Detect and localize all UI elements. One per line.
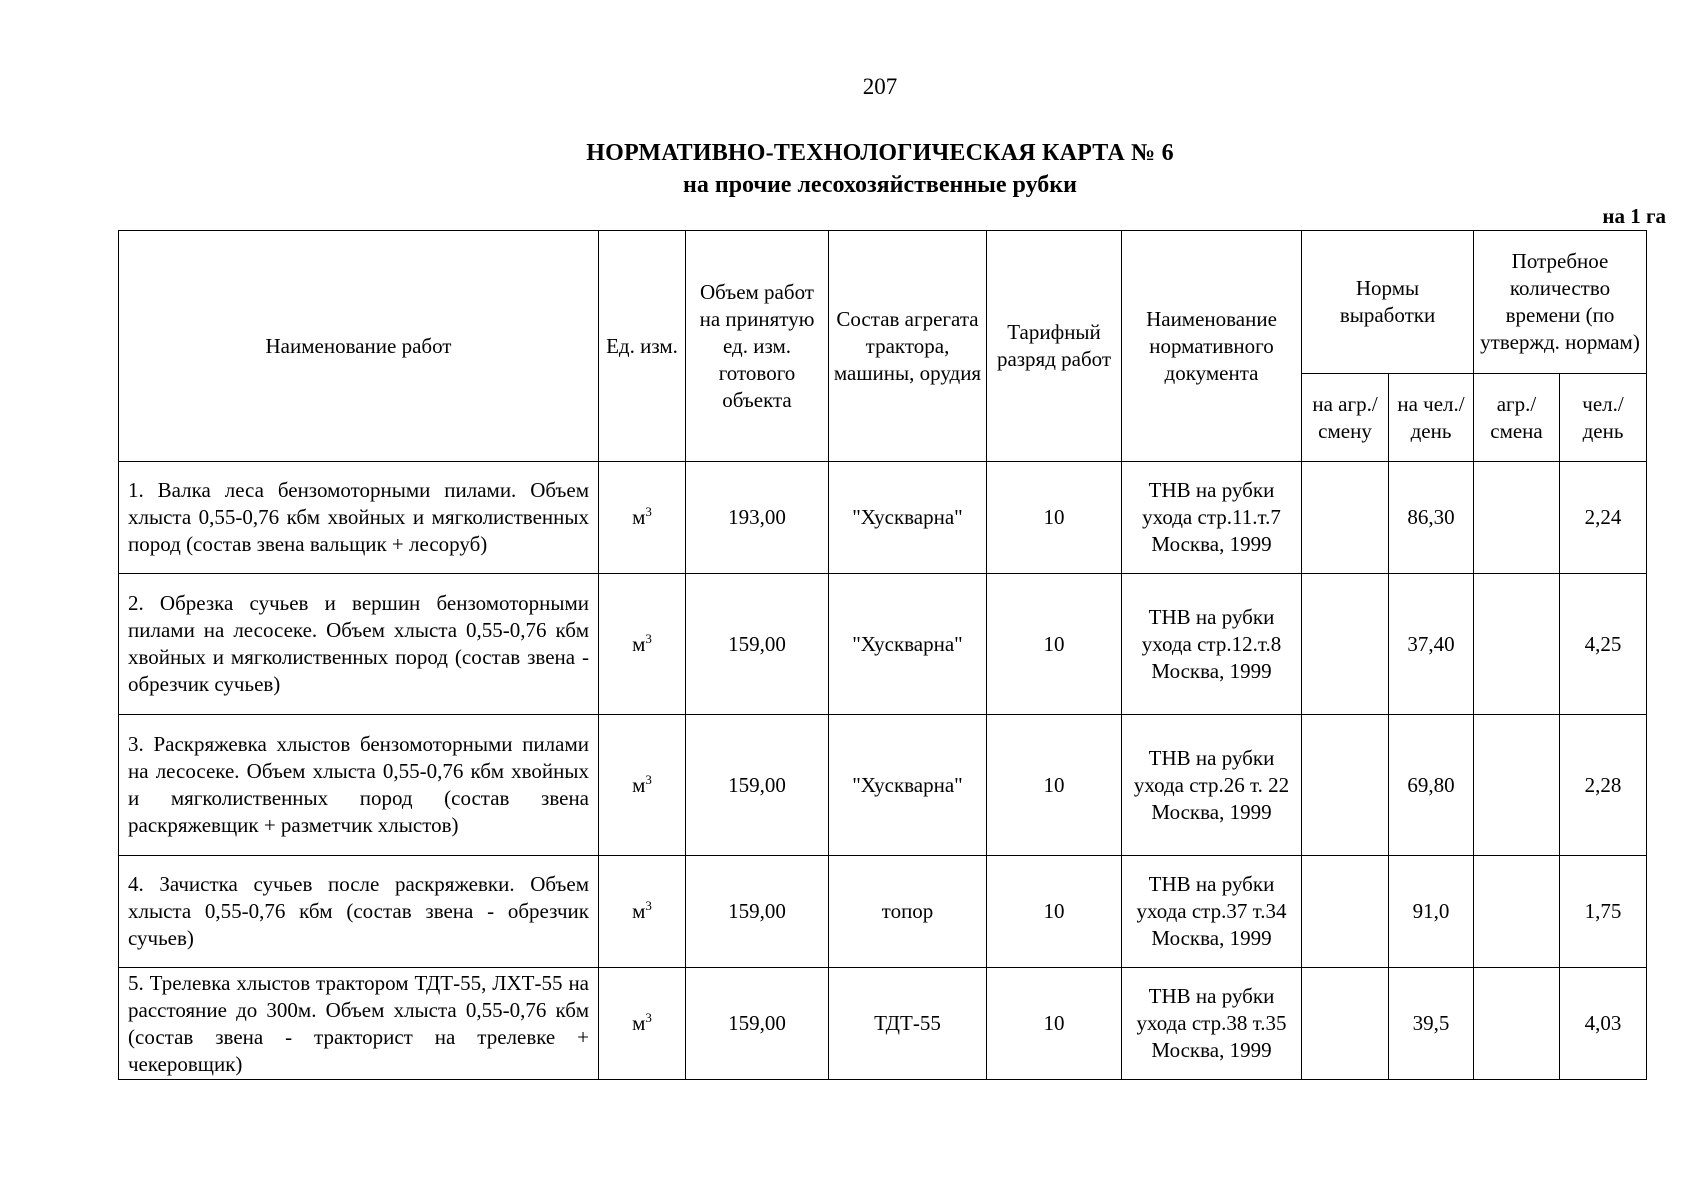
header-volume: Объем работ на принятую ед. изм. готового объекта bbox=[686, 231, 829, 462]
cell-norm-person: 37,40 bbox=[1389, 574, 1474, 715]
cell-norm-person: 86,30 bbox=[1389, 462, 1474, 574]
cell-unit: $м^3$ bbox=[599, 715, 686, 856]
header-composition: Состав агрегата трактора, машины, орудия bbox=[829, 231, 987, 462]
cell-norm-agr bbox=[1302, 574, 1389, 715]
cell-time-agr bbox=[1474, 574, 1560, 715]
header-time-agr: агр./ смена bbox=[1474, 374, 1560, 462]
cell-grade: 10 bbox=[987, 462, 1122, 574]
header-norm-person: на чел./ день bbox=[1389, 374, 1474, 462]
cell-unit: $м^3$ bbox=[599, 856, 686, 968]
page-number: 207 bbox=[862, 74, 898, 99]
table-row bbox=[119, 462, 1647, 574]
header-unit: Ед. изм. bbox=[599, 231, 686, 462]
cell-time-person: 2,24 bbox=[1560, 462, 1647, 574]
cell-norm-person: 69,80 bbox=[1389, 715, 1474, 856]
cell-work-name: 1. Валка леса бензомоторными пилами. Объем хлыста 0,55-0,76 кбм хвойных и мягколиственных пород (состав звена вальщик + лесоруб) bbox=[119, 462, 599, 574]
cell-work-name: 2. Обрезка сучьев и вершин бензомоторными пилами на лесосеке. Объем хлыста 0,55-0,76 кбм хвойных и мягколиственных пород (состав звена - обрезчик сучьев) bbox=[119, 574, 599, 715]
cell-volume: 193,00 bbox=[686, 462, 829, 574]
cell-document: ТНВ на рубки ухода стр.37 т.34 Москва, 1999 bbox=[1122, 856, 1302, 968]
cell-time-agr bbox=[1474, 856, 1560, 968]
cell-time-person: 2,28 bbox=[1560, 715, 1647, 856]
cell-time-person: 1,75 bbox=[1560, 856, 1647, 968]
header-time-required: Потребное количество времени (по утвержд. нормам) bbox=[1474, 231, 1647, 374]
cell-norm-agr bbox=[1302, 715, 1389, 856]
cell-work-name: 3. Раскряжевка хлыстов бензомоторными пилами на лесосеке. Объем хлыста 0,55-0,76 кбм хвойных и мягколиственных пород (состав звена раскряжевщик + разметчик хлыстов) bbox=[119, 715, 599, 856]
cell-volume: 159,00 bbox=[686, 856, 829, 968]
document-title: НОРМАТИВНО-ТЕХНОЛОГИЧЕСКАЯ КАРТА № 6 bbox=[586, 140, 1174, 166]
cell-composition: "Хускварна" bbox=[829, 715, 987, 856]
cell-time-person: 4,03 bbox=[1560, 968, 1647, 1080]
header-norms: Нормы выработки bbox=[1302, 231, 1474, 374]
header-norm-agr: на агр./ смену bbox=[1302, 374, 1389, 462]
cell-unit: $м^3$ bbox=[599, 574, 686, 715]
norm-table bbox=[118, 230, 1647, 1080]
cell-volume: 159,00 bbox=[686, 574, 829, 715]
unit-note: на 1 га bbox=[1602, 204, 1666, 228]
cell-work-name: 4. Зачистка сучьев после раскряжевки. Объем хлыста 0,55-0,76 кбм (состав звена - обрезчик сучьев) bbox=[119, 856, 599, 968]
header-document: Наименование нормативного документа bbox=[1122, 231, 1302, 462]
cell-document: ТНВ на рубки ухода стр.38 т.35 Москва, 1999 bbox=[1122, 968, 1302, 1080]
cell-grade: 10 bbox=[987, 856, 1122, 968]
table-row bbox=[119, 968, 1647, 1080]
cell-norm-person: 39,5 bbox=[1389, 968, 1474, 1080]
cell-norm-agr bbox=[1302, 462, 1389, 574]
cell-norm-agr bbox=[1302, 856, 1389, 968]
cell-grade: 10 bbox=[987, 574, 1122, 715]
header-grade: Тарифный разряд работ bbox=[987, 231, 1122, 462]
cell-document: ТНВ на рубки ухода стр.12.т.8 Москва, 1999 bbox=[1122, 574, 1302, 715]
cell-volume: 159,00 bbox=[686, 715, 829, 856]
cell-document: ТНВ на рубки ухода стр.26 т. 22 Москва, 1999 bbox=[1122, 715, 1302, 856]
cell-work-name: 5. Трелевка хлыстов трактором ТДТ-55, ЛХТ-55 на расстояние до 300м. Объем хлыста 0,55-0,76 кбм (состав звена - тракторист на трелевке + чекеровщик) bbox=[119, 968, 599, 1080]
cell-document: ТНВ на рубки ухода стр.11.т.7 Москва, 1999 bbox=[1122, 462, 1302, 574]
cell-composition: "Хускварна" bbox=[829, 462, 987, 574]
cell-composition: "Хускварна" bbox=[829, 574, 987, 715]
cell-grade: 10 bbox=[987, 968, 1122, 1080]
cell-unit: $м^3$ bbox=[599, 462, 686, 574]
cell-composition: топор bbox=[829, 856, 987, 968]
table-row bbox=[119, 856, 1647, 968]
cell-time-agr bbox=[1474, 715, 1560, 856]
table-row bbox=[119, 715, 1647, 856]
cell-composition: ТДТ-55 bbox=[829, 968, 987, 1080]
cell-time-agr bbox=[1474, 462, 1560, 574]
cell-volume: 159,00 bbox=[686, 968, 829, 1080]
header-time-person: чел./ день bbox=[1560, 374, 1647, 462]
cell-time-person: 4,25 bbox=[1560, 574, 1647, 715]
cell-norm-agr bbox=[1302, 968, 1389, 1080]
cell-grade: 10 bbox=[987, 715, 1122, 856]
table-row bbox=[119, 574, 1647, 715]
cell-time-agr bbox=[1474, 968, 1560, 1080]
cell-unit: $м^3$ bbox=[599, 968, 686, 1080]
document-subtitle: на прочие лесохозяйственные рубки bbox=[683, 172, 1077, 198]
header-work-name: Наименование работ bbox=[119, 231, 599, 462]
cell-norm-person: 91,0 bbox=[1389, 856, 1474, 968]
